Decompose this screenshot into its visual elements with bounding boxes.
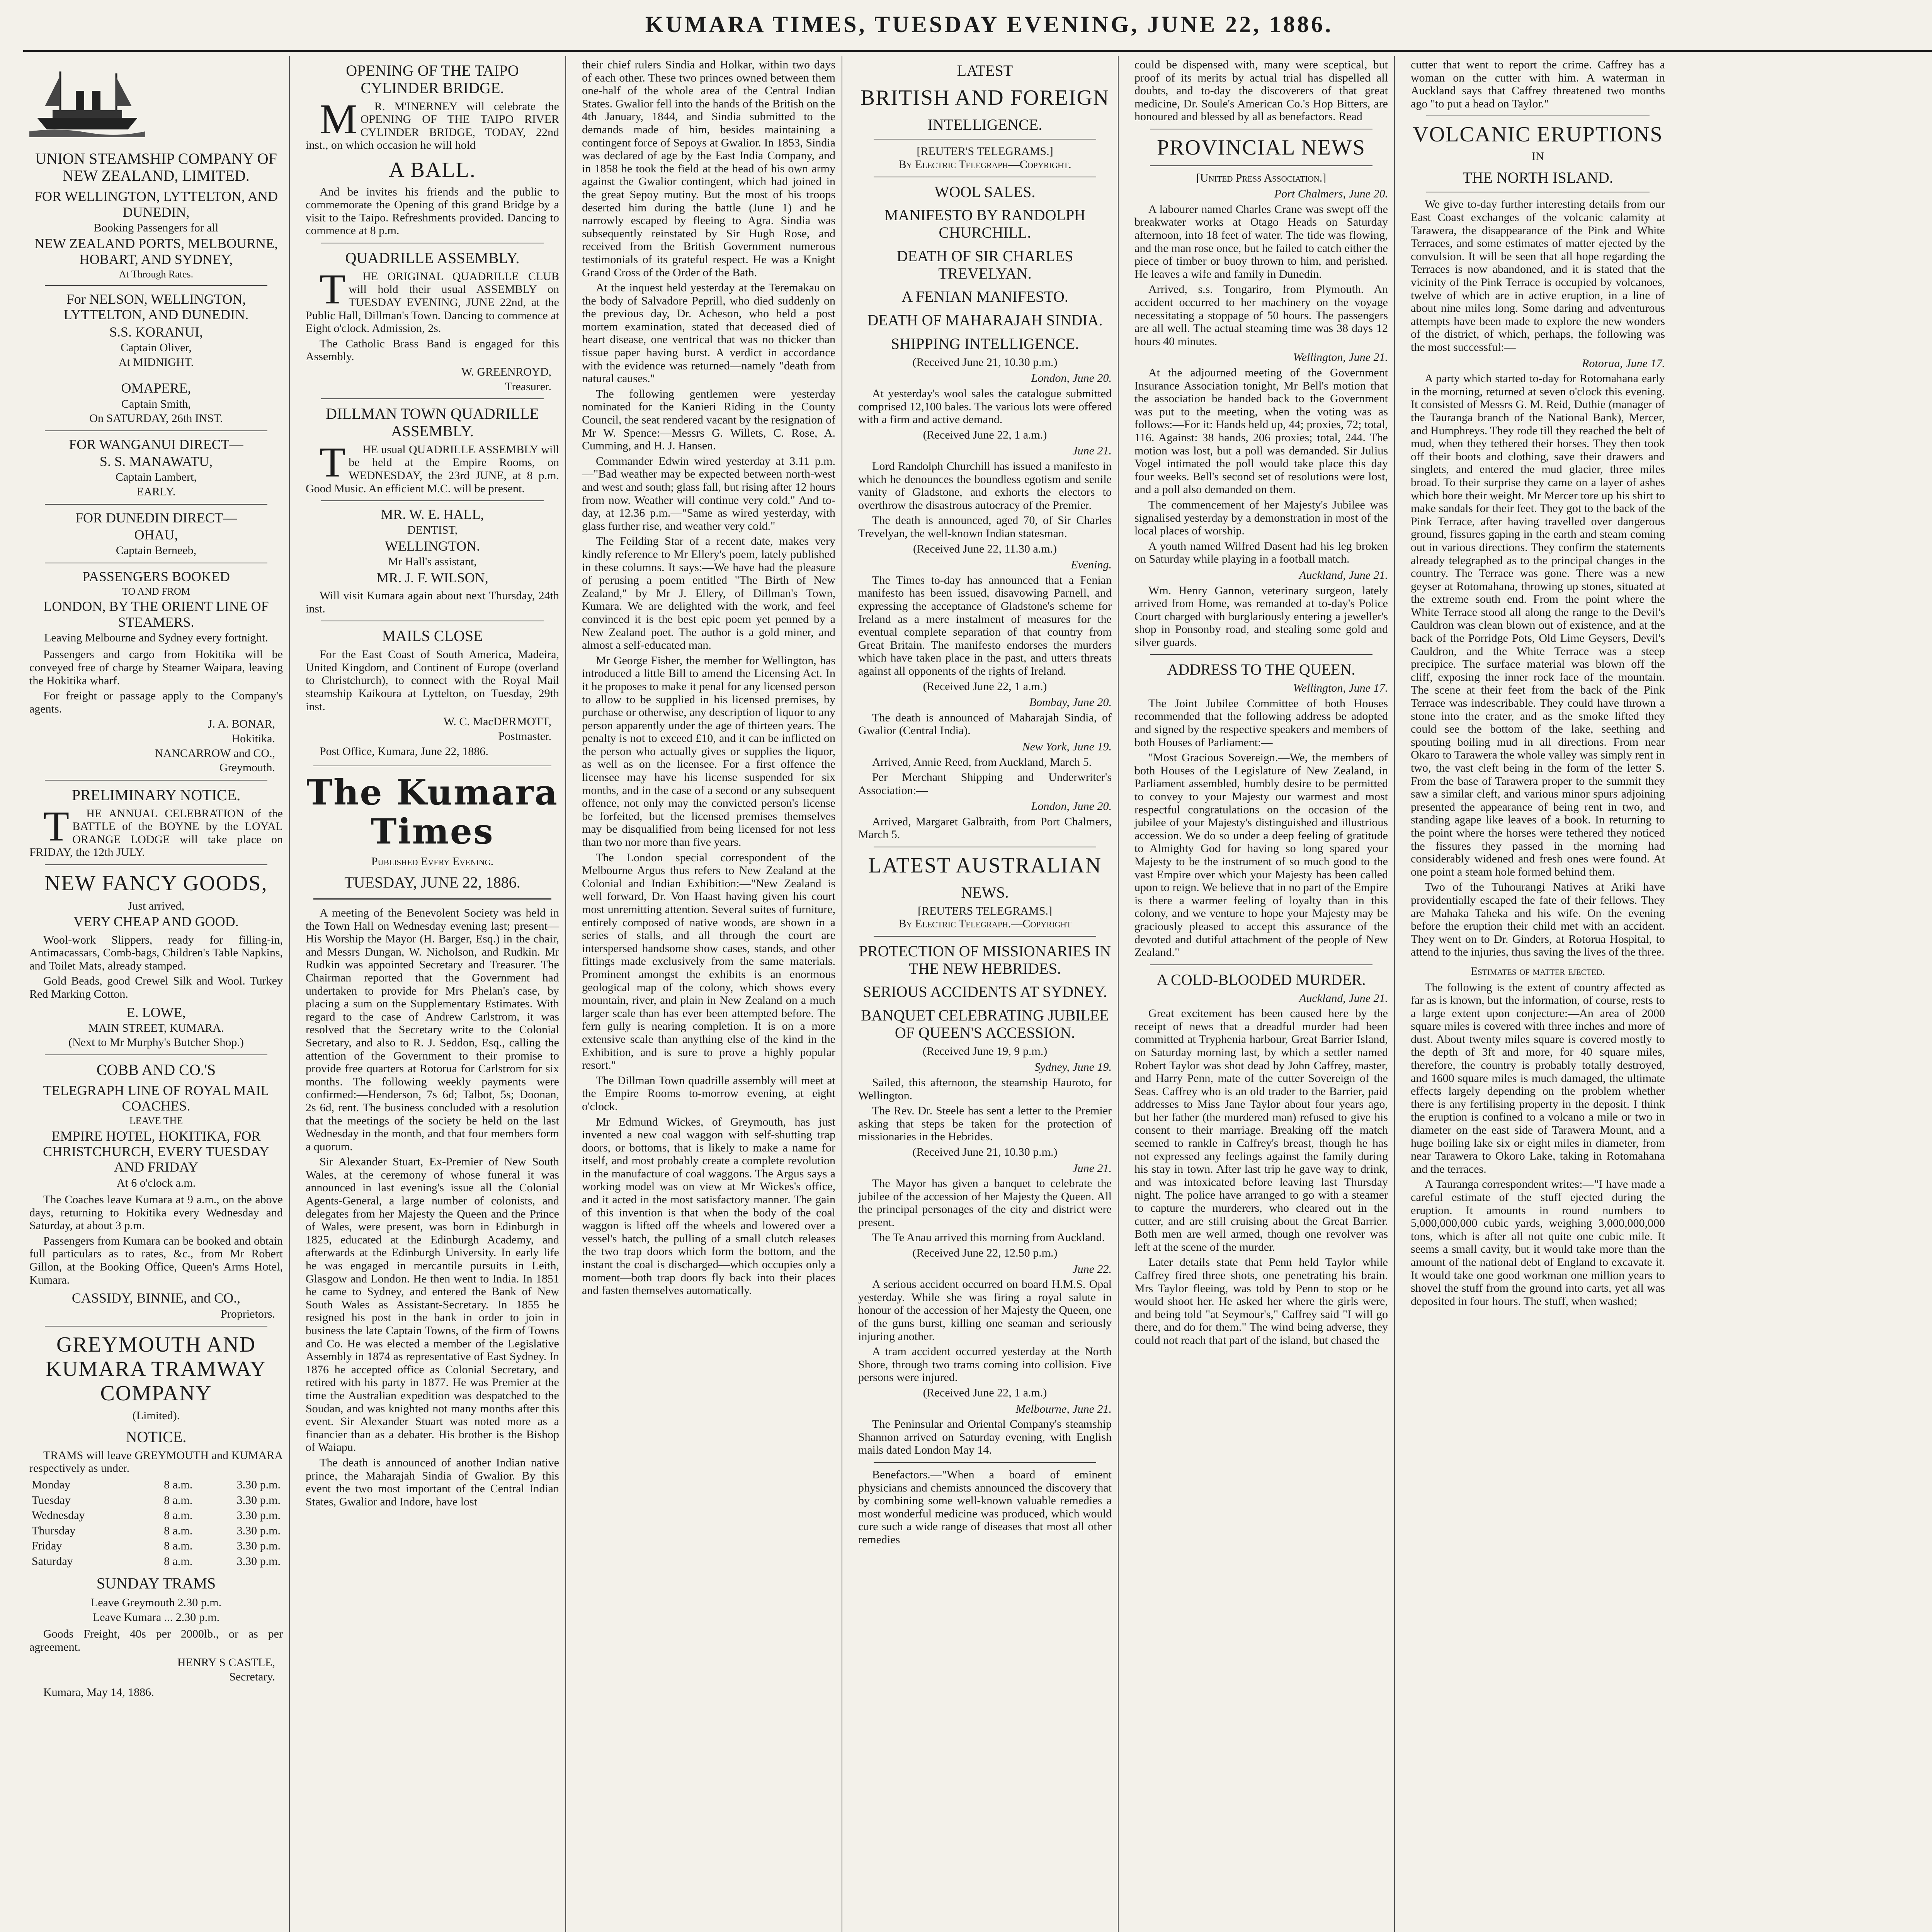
usc-line: At Through Rates. xyxy=(119,269,194,280)
murder-cont: cutter that went to report the crime. Caffrey has a woman on the cutter with him. A waterman in Auckland says that Caffrey threatened two months ago "to put a head on Taylor." xyxy=(1411,58,1665,110)
timetable-row xyxy=(29,1477,283,1493)
usc-title: UNION STEAMSHIP COMPANY OF NEW ZEALAND, LIMITED. xyxy=(35,150,277,185)
passengers-line: PASSENGERS BOOKED xyxy=(82,568,230,584)
article-sindia: The death is announced of another Indian native prince, the Maharajah Sindia of Gwalior. By this event the two most important of the Central Indian States, Gwalior and Indore, have lost xyxy=(306,1456,559,1508)
sunday-head: SUNDAY TRAMS xyxy=(96,1575,216,1592)
mails-sig: W. C. MacDERMOTT, xyxy=(443,715,551,728)
steamship-icon xyxy=(29,64,145,137)
usc-ad xyxy=(29,189,283,280)
timetable-row xyxy=(29,1493,283,1508)
wanganui-line: S. S. MANAWATU, xyxy=(99,454,213,469)
prov-text: A labourer named Charles Crane was swept off the breakwater works at Otago Heads on Saturday afternoon, into 18 feet of water. The tide was flowing, and the man rose once, but he failed to catch either the piece of timber or buoy thrown to him, and perished. He leaves a wife and family in Dunedin. xyxy=(1134,202,1388,281)
article-argus: The London special correspondent of the Melbourne Argus thus refers to New Zealand at the Colonial and Indian Exhibition:—"New Zealand is well forward, Dr. Von Haast having given his court most unremitting attention. Several suites of furniture, entirely composed of native woods, are shown in a series of stalls, and all through the court are interspersed handsome show cases, stands, and other fittings made exclusively from the same materials. Prominent amongst the exhibits is an enormous geological map of the colony, which shows every mountain, river, and plain in New Zealand on a much larger scale than has ever been attempted before. The fern gully is nearing completion. It is on a more extensive scale than anything else of the kind in the Exhibition, and is sure to prove a highly popular resort." xyxy=(582,851,835,1072)
agent: J. A. BONAR, xyxy=(207,718,275,731)
date-line: TUESDAY, JUNE 22, 1886. xyxy=(344,874,520,891)
column-3 xyxy=(576,56,842,1932)
article-quadrille: The Dillman Town quadrille assembly will meet at the Empire Rooms to-morrow evening, at eight o'clock. xyxy=(582,1074,835,1113)
dunedin-line: Captain Berneeb, xyxy=(116,544,197,557)
ball-head: A BALL. xyxy=(389,158,476,182)
bf-subhead: WOOL SALES. xyxy=(934,183,1036,201)
dateline: Auckland, June 21. xyxy=(1299,568,1388,582)
benefactors-text: Benefactors.—"When a board of eminent physicians and chemists announced the discovery that by combining some well-known valuable remedies a most wonderful medicine was produced, which would cure such a wide range of diseases that most all other remedies xyxy=(858,1468,1112,1546)
telegram-text: A serious accident occurred on board H.M.S. Opal yesterday. While she was firing a royal salute in honour of the accession of her Majesty the Queen, one of the guns burst, killing one seaman and seriously injuring another. xyxy=(858,1278,1112,1343)
hall-line: Mr Hall's assistant, xyxy=(388,555,477,568)
tram-sub: (Limited). xyxy=(132,1409,180,1422)
lowe-line: E. LOWE, xyxy=(126,1004,186,1020)
taipo-text: MR. M'INERNEY will celebrate the OPENING OF THE TAIPO RIVER CYLINDER BRIDGE, TODAY, 22nd inst., on which occasion he will hold xyxy=(306,95,559,152)
sunday-line: Leave Greymouth 2.30 p.m. xyxy=(90,1596,222,1609)
hall-line: DENTIST, xyxy=(407,524,458,537)
timetable-day: Saturday xyxy=(32,1554,73,1568)
mails-head: MAILS CLOSE xyxy=(382,627,483,645)
wanganui-ad xyxy=(29,437,283,498)
column-5 xyxy=(1128,56,1395,1932)
hall-ad xyxy=(306,507,559,585)
address-head: ADDRESS TO THE QUEEN. xyxy=(1167,661,1355,679)
agent: Hokitika. xyxy=(231,732,275,745)
nelson-head: For NELSON, WELLINGTON, LYTTELTON, AND DUNEDIN. xyxy=(63,291,249,323)
dateline: Rotorua, June 17. xyxy=(1582,357,1665,370)
telegram-text: The Mayor has given a banquet to celebrate the jubilee of the accession of her Majesty the Queen. All the principal personages of the city and district were present. xyxy=(858,1177,1112,1229)
mails-text: For the East Coast of South America, Madeira, United Kingdom, and Continent of Europe (overland to Christchurch), to connect with the Royal Mail steamship Kaikoura at Lyttelton, on Tuesday, 29th inst. xyxy=(306,648,559,713)
usc-line: FOR WELLINGTON, LYTTELTON, AND DUNEDIN, xyxy=(34,189,278,220)
timetable-day: Friday xyxy=(32,1539,62,1553)
cobb-line: EMPIRE HOTEL, HOKITIKA, FOR CHRISTCHURCH, EVERY TUESDAY AND FRIDAY xyxy=(43,1128,269,1175)
wanganui-line: FOR WANGANUI DIRECT— xyxy=(69,436,243,452)
agent: Greymouth. xyxy=(219,761,275,774)
timetable-row xyxy=(29,1523,283,1539)
prov-text: Arrived, s.s. Tongariro, from Plymouth. An accident occurred to her machinery on the voyage necessitating a stoppage of 50 hours. The passengers are all well. The actual steaming time was 38 days 12 hours 40 minutes. xyxy=(1134,283,1388,348)
benefactors-cont: could be dispensed with, many were sceptical, but proof of its merits by actual trial has dispelled all doubts, and to-day the discoverers of that great medicine, Dr. Soule's American Co.'s Hop Bitters, are honoured and blessed by all as benefactors. Read xyxy=(1134,58,1388,123)
tram-head: GREYMOUTH AND KUMARA TRAMWAY COMPANY xyxy=(46,1333,267,1405)
article-feilding: The Feilding Star of a recent date, makes very kindly reference to Mr Ellery's poem, lately published in these columns. It says:—We have had the pleasure of perusing a poem entitled "The Birth of New Zealand," by Mr J. Ellery, of Dillman's Town, Kumara. We are delighted with the work, and feel convinced it is the best epic poem yet penned by a New Zealand poet. The author is a gold miner, and almost a self-educated man. xyxy=(582,535,835,652)
bf-subhead: DEATH OF MAHARAJAH SINDIA. xyxy=(867,311,1103,329)
fancy-line: VERY CHEAP AND GOOD. xyxy=(73,914,239,930)
koranui-line: At MIDNIGHT. xyxy=(118,355,194,369)
omapere-line: On SATURDAY, 26th INST. xyxy=(89,412,223,425)
quad-text: The Catholic Brass Band is engaged for this Assembly. xyxy=(306,337,559,363)
columns xyxy=(23,56,1932,1932)
timetable-pm: 3.30 p.m. xyxy=(236,1509,281,1522)
article-weather: Commander Edwin wired yesterday at 3.11 p.m.—"Bad weather may be expected between north-west and west and south; glass fall, but rising after 12 hours from now. Weather will continue very cold." And to-day, at 12.36 p.m.—"Same as wired yesterday, with glass further rise, and weather very cold." xyxy=(582,454,835,532)
wanganui-line: EARLY. xyxy=(136,485,176,498)
estimates-head: Estimates of matter ejected. xyxy=(1470,964,1605,978)
cobb-ad xyxy=(29,1083,283,1189)
article-benevolent: A meeting of the Benevolent Society was held in the Town Hall on Wednesday evening last; present—His Worship the Mayor (H. Barger, Esq.) in the chair, and Messrs Dungan, W. Nicholson, and Rudkin. Mr Rudkin was appointed Secretary and Treasurer. The Chairman reported that the Government had undertaken to provide for Mrs Phelan's case, by placing a sum on the Supplementary Estimates. With regard to the case of Andrew Carlstrom, it was resolved that the Secretary write to the Colonial Secretary, and also to R. J. Seddon, Esq., calling the attention of the Government to their promise to provide free quarters at Rotorua for Carlstrom for six months. The following weekly payments were confirmed:—Henderson, 7s 6d; Talbot, 5s; Doonan, 2s 6d, rent. The business concluded with a resolution that the meetings of the society be held on the last Wednesday in the month, and that four members form a quorum. xyxy=(306,906,559,1153)
cobb-text: The Coaches leave Kumara at 9 a.m., on the above days, returning to Hokitika every Wednesday and Saturday, at about 3 p.m. xyxy=(29,1193,283,1232)
dateline: New York, June 19. xyxy=(1022,740,1112,753)
dateline: Wellington, June 17. xyxy=(1293,682,1388,695)
dateline: London, June 20. xyxy=(1031,800,1112,813)
article-stuart: Sir Alexander Stuart, Ex-Premier of New South Wales, at the ceremony of whose funeral it was announced in last evening's issue all the Colonial Agents-General, a large number of colonists, and delegates from her Majesty the Queen and the Prince of Wales, were present, was born in Edinburgh in 1825, educated at the Edinburgh Academy, and afterwards at the Edinburgh University. In early life he was engaged in mercantile pursuits in Leith, Glasgow and London. He then went to India. In 1851 he came to Sydney, and entered the Bank of New South Wales as Assistant-Secretary. In 1855 he resigned his post in the bank in order to join in business the late Captain Towns, of the firm of Towns and Co. He was elected a member of the Legislative Assembly in 1874 as representative of East Sydney. In 1876 he accepted office as Colonial Secretary, and retired with his party in 1877. He was Premier at the time the Australian expedition was despatched to the Soudan, and was knighted not many months after this event. Sir Alexander Stuart was noted more as a financier than as a debater. His brother is the Bishop of Waiapu. xyxy=(306,1155,559,1454)
murder-text: Later details state that Penn held Taylor while Caffrey fired three shots, one penetrating his brain. Mrs Taylor fleeing, was told by Penn to stop or he would shoot her. He asked her where the girls were, and being told "at Seymour's," Caffrey said "I will go there, and do for them." The wind being adverse, they could not reach that part of the island, but chased the xyxy=(1134,1256,1388,1347)
timetable-am: 8 a.m. xyxy=(164,1509,193,1522)
telegram-text: Lord Randolph Churchill has issued a manifesto in which he denounces the boundless egotism and senile vanity of Gladstone, and exhorts the electors to overthrow the disastrous autocracy of the Premier. xyxy=(858,460,1112,512)
cargo-text: Passengers and cargo from Hokitika will be conveyed free of charge by Steamer Waipara, leaving the Hokitika wharf. xyxy=(29,648,283,687)
omapere-line: OMAPERE, xyxy=(121,380,191,396)
bf-subhead: A FENIAN MANIFESTO. xyxy=(901,288,1068,306)
telegram-text: Arrived, Margaret Galbraith, from Port Chalmers, March 5. xyxy=(858,815,1112,841)
agent: NANCARROW and CO., xyxy=(155,747,275,760)
prelim-head: PRELIMINARY NOTICE. xyxy=(71,786,241,804)
dateline: June 21. xyxy=(1072,1162,1112,1175)
published-line: Published Every Evening. xyxy=(371,855,494,868)
dill-text: THE usual QUADRILLE ASSEMBLY will be held at the Empire Rooms, on WEDNESDAY, the 23rd JUNE, at 8 p.m. Good Music. An efficient M.C. will be present. xyxy=(306,438,559,495)
dunedin-line: FOR DUNEDIN DIRECT— xyxy=(75,510,237,526)
column-4 xyxy=(852,56,1119,1932)
address-text: The Joint Jubilee Committee of both Houses recommended that the following address be adopted and signed by the respective speakers and members of both Houses of Parliament:— xyxy=(1134,697,1388,749)
mails-sig: Postmaster. xyxy=(498,730,551,743)
cobb-head: COBB AND CO.'S xyxy=(96,1061,216,1079)
quad-text: THE ORIGINAL QUADRILLE CLUB will hold their usual ASSEMBLY on TUESDAY EVENING, JUNE 22nd, at the Public Hall, Dillman's Town. Dancing to commence at Eight o'clock. Admission, 2s. xyxy=(306,265,559,335)
la-subhead: BANQUET CELEBRATING JUBILEE OF QUEEN'S ACCESSION. xyxy=(861,1007,1109,1041)
prov-text: The commencement of her Majesty's Jubilee was signalised yesterday by a demonstration in most of the local places of worship. xyxy=(1134,498,1388,537)
timetable-pm: 3.30 p.m. xyxy=(236,1478,281,1491)
usc-line: Booking Passengers for all xyxy=(94,221,219,234)
volcanic-text: We give to-day further interesting details from our East Coast exchanges of the volcanic calamity at Tarawera, the disappearance of the Pink and White Terraces, and some estimates of matter ejected by the convulsion. It will be seen that all hope regarding the Terraces is now abandoned, and it is stated that the vicinity of the Pink Terrace is occupied by volcanoes, twelve of which are in active eruption, in a line of about nine miles long. Some daring and adventurous attempts have been made to explore the new wonders of the district, of which, perhaps, the following was the most successful:— xyxy=(1411,198,1665,354)
la-subhead: SERIOUS ACCIDENTS AT SYDNEY. xyxy=(863,983,1107,1001)
dateline: Bombay, June 20. xyxy=(1029,696,1112,709)
telegram-text: Per Merchant Shipping and Underwriter's Association:— xyxy=(858,771,1112,797)
prov-text: At the adjourned meeting of the Government Insurance Association tonight, Mr Bell's motion that the association be handed back to the Government was put to the meeting, when the voting was as follows:—For it: Hands held up, 44; proxies, 72; total, 116. Against: 38 hands, 206 proxies; total, 244. The motion was lost, but a poll was demanded. Sir Julius Vogel intimated the poll would take place this day four weeks. Bell's second set of resolutions were lost, and a poll also demanded on them. xyxy=(1134,366,1388,496)
article-kanieri: The following gentlemen were yesterday nominated for the Kanieri Riding in the County Council, the seat rendered vacant by the resignation of Mr W. Spence:—Messrs G. Willets, C. Rose, A. Cumming, and H. J. Hansen. xyxy=(582,387,835,452)
freight-text: For freight or passage apply to the Company's agents. xyxy=(29,689,283,715)
timetable-row xyxy=(29,1554,283,1569)
cobb-line: TELEGRAPH LINE OF ROYAL MAIL COACHES. xyxy=(43,1082,269,1114)
cassidy-ad xyxy=(29,1290,283,1320)
latest-head: LATEST xyxy=(957,62,1013,79)
received-line: (Received June 22, 1 a.m.) xyxy=(923,428,1047,441)
quad-sig: Treasurer. xyxy=(505,380,551,393)
timetable-day: Thursday xyxy=(32,1524,76,1537)
cassidy-line: Proprietors. xyxy=(221,1307,275,1320)
castle-sig: Secretary. xyxy=(229,1670,275,1684)
article-inquest: At the inquest held yesterday at the Teremakau on the body of Salvadore Peprill, who died suddenly on the previous day, Dr. Acheson, who held a post mortem examination, stated that deceased died of heart disease, one ventrical that was no thicker than tissue paper having burst. A verdict in accordance with the evidence was returned—namely "death from natural causes." xyxy=(582,281,835,385)
article-sindia-cont: their chief rulers Sindia and Holkar, within two days of each other. These two princes owned between them one-half of the whole area of the Central Indian States. Gwalior fell into the hands of the British on the 4th January, 1844, and Sindia submitted to the demands made of him, besides maintaining a contingent force of Sepoys at Gwalior. In 1853, Sindia was declared of age by the East India Company, and in 1858 he took the field at the head of his own army against the Gwalior contingent, which had joined in the great Sepoy mutiny. But the most of his troops deserted him during the battle (June 1) and he narrowly escaped by fleeing to Agra. Sindia was subsequently reinstated by Sir Hugh Rose, and received from the British Government numerous testimonials of its grateful respect. He was a Knight Grand Cross of the Order of the Bath. xyxy=(582,58,835,279)
notice-head: NOTICE. xyxy=(126,1428,187,1446)
hall-line: MR. J. F. WILSON, xyxy=(376,570,488,585)
reuter-line: [REUTER'S TELEGRAMS.] xyxy=(917,145,1053,158)
north-head: THE NORTH ISLAND. xyxy=(1463,168,1613,186)
timetable-row xyxy=(29,1538,283,1554)
timetable-day: Monday xyxy=(32,1478,70,1491)
fancy-head: NEW FANCY GOODS, xyxy=(44,871,268,895)
byline: By Electric Telegraph.—Copyright xyxy=(898,917,1071,930)
telegram-text: The death is announced of Maharajah Sindia, of Gwalior (Central India). xyxy=(858,711,1112,737)
omapere-line: Captain Smith, xyxy=(121,397,191,410)
lowe-line: (Next to Mr Murphy's Butcher Shop.) xyxy=(68,1036,244,1049)
fancy-text: Wool-work Slippers, ready for filling-in, Antimacassars, Comb-bags, Children's Table Napkins, and Toilet Mats, already stamped. xyxy=(29,933,283,972)
passengers-line: Leaving Melbourne and Sydney every fortnight. xyxy=(44,631,268,644)
cobb-line: At 6 o'clock a.m. xyxy=(116,1176,196,1189)
column-2 xyxy=(299,56,566,1932)
dateline: Sydney, June 19. xyxy=(1034,1061,1112,1074)
timetable-pm: 3.30 p.m. xyxy=(236,1493,281,1507)
volcanic-in: IN xyxy=(1532,150,1544,163)
article-wickes: Mr Edmund Wickes, of Greymouth, has just invented a new coal waggon with self-shutting trap doors, or bottoms, that is likely to make a name for itself, and most probably create a complete revolution in the manufacture of coal waggons. The Argus says a working model was on view at Mr Wickes's office, and it acted in the most satisfactory manner. The gain of this invention is that when the body of the coal waggon is lifted off the wheels and lowered over a vessel's hatch, the pulling of a small clutch releases the two trap doors which form the bottom, and the instant the coal is discharged—which occupies only a moment—both trap doors fly back into their places and fasten themselves automatically. xyxy=(582,1115,835,1297)
timetable-day: Wednesday xyxy=(32,1509,85,1522)
received-line: (Received June 21, 10.30 p.m.) xyxy=(912,1145,1058,1158)
timetable-pm: 3.30 p.m. xyxy=(236,1539,281,1553)
dunedin-ad xyxy=(29,510,283,557)
masthead: KUMARA TIMES, TUESDAY EVENING, JUNE 22, 1886. xyxy=(23,12,1932,52)
upa-line: [United Press Association.] xyxy=(1196,171,1327,184)
castle-sig: HENRY S CASTLE, xyxy=(177,1656,275,1669)
timetable-am: 8 a.m. xyxy=(164,1493,193,1507)
news-head: NEWS. xyxy=(961,883,1009,901)
dunedin-line: OHAU, xyxy=(134,527,178,543)
received-line: (Received June 21, 10.30 p.m.) xyxy=(912,355,1058,369)
taipo-head: OPENING OF THE TAIPO CYLINDER BRIDGE. xyxy=(346,62,519,97)
dateline: London, June 20. xyxy=(1031,372,1112,385)
murder-head: A COLD-BLOODED MURDER. xyxy=(1156,971,1366,988)
dateline: June 21. xyxy=(1072,444,1112,457)
received-line: (Received June 22, 1 a.m.) xyxy=(923,1386,1047,1399)
provincial-head: PROVINCIAL NEWS xyxy=(1157,135,1366,160)
telegram-text: The Rev. Dr. Steele has sent a letter to the Premier asking that steps be taken for the protection of missionaries in the Hebrides. xyxy=(858,1104,1112,1143)
la-head: LATEST AUSTRALIAN xyxy=(868,854,1102,878)
column-1 xyxy=(23,56,290,1932)
timetable-row xyxy=(29,1508,283,1523)
castle-date: Kumara, May 14, 1886. xyxy=(43,1685,154,1699)
timetable-am: 8 a.m. xyxy=(164,1478,193,1491)
cassidy-line: CASSIDY, BINNIE, and CO., xyxy=(71,1290,241,1306)
dateline: Port Chalmers, June 20. xyxy=(1274,187,1388,201)
received-line: (Received June 22, 12.50 p.m.) xyxy=(912,1247,1058,1260)
sunday-line: Leave Kumara ... 2.30 p.m. xyxy=(92,1611,220,1624)
timetable-am: 8 a.m. xyxy=(164,1554,193,1568)
prelim-text: THE ANNUAL CELEBRATION of the BATTLE of the BOYNE by the LOYAL ORANGE LODGE will take place on FRIDAY, the 12th JULY. xyxy=(29,802,283,859)
fancy-ad xyxy=(29,900,283,930)
telegram-text: The death is announced, aged 70, of Sir Charles Trevelyan, the well-known Indian statesman. xyxy=(858,514,1112,540)
hall-line: WELLINGTON. xyxy=(384,538,480,554)
prov-text: Wm. Henry Gannon, veterinary surgeon, lately arrived from Home, was remanded at to-day's Police Court charged with burglariously entering a jeweller's shop in Ponsonby road, and stealing some gold and silver guards. xyxy=(1134,584,1388,649)
sunday-ad xyxy=(29,1596,283,1624)
murder-text: Great excitement has been caused here by the receipt of news that a dreadful murder had been committed at Tryphenia harbour, Great Barrier Island, on Saturday morning last, by which a settler named Robert Taylor was shot dead by John Caffrey, master, and Harry Penn, mate of the cutter Sovereign of the Seas. Caffrey who is an old trader to the Barrier, paid addresses to Miss Jane Taylor about four years ago, but her father (the murdered man) refused to give his consent to their marriage. Breaking off the match seemed to rankle in Caffrey's breast, though he has not expressed any feelings against the family during his stay in town. After last trip he gave way to drink, and was intoxicated before leaving last Thursday night. The police have arranged to go with a steamer to capture the murderers, who cleared out in the cutter, and are still cruising about the Great Barrier. Both men are well armed, though one revolver was left at the scene of the murder. xyxy=(1134,1007,1388,1253)
fancy-text: Gold Beads, good Crewel Silk and Wool. Turkey Red Marking Cotton. xyxy=(29,975,283,1000)
mails-date: Post Office, Kumara, June 22, 1886. xyxy=(320,745,488,758)
volcanic-text: Two of the Tuhourangi Natives at Ariki have providentially escaped the fate of their fellows. They are Mahaka Taheka and his wife. On the evening before the eruption their child met with an accident. They went on to Dr. Ginders, at Rotorua Hospital, to attend to the injuries, thus saving the lives of the three. xyxy=(1411,881,1665,959)
volcanic-text: A party which started to-day for Rotomahana early in the morning, returned at seven o'clock this evening. It consisted of Messrs G. M. Reid, Duthie (manager of the Tauranga branch of the National Bank), Mercer, and Humphreys. They rode till they reached the belt of mud, when they tethered their horses. They then took off their boots and clothing, save their drawers and singlets, and entered the mud glacier, three miles broad. To their surprise they came on a layer of ashes which bore their weight. Mr Mercer tore up his shirt to make sandals for their feet. They got to the back of the Pink Terrace, after having travelled over dangerous ground, fissures gaping in the earth and steam coming out in various directions. They confirm the statements already telegraphed as to the principal changes in the country. The Terrace was gone. There was a new geyser at Rotomahana, throwing up stones, situated at the extreme south end. From the point where the White Terrace stood all along the range to the Devil's Cauldron was clean blown out of existence, and at the back of the Porridge Pots, Old Lime Geysers, Devil's Cauldron, and the White Terrace was a steep precipice. The surface material was blown off the cliff, exposing the inner rock face of the mountain. The scene at their feet from the back of the Pink Terrace was indescribable. They could have thrown a stone into the crater, and as the smoke lifted they could see the bottom of the lake, seething and spouting boiling mud in all directions. From near Okaro to Tarawera the whole valley was simply rent in two, the vast cleft being in the form of the letter S. From the base of Tarawera proper to the summit they saw a similar cleft, and various minor spurs adjoining presented the appearance of being rent in two, and standing agape like leaves of a book. In returning to the point where the horses were tethered they noticed the fissures they passed in the morning had considerably widened and fresh ones were found. At one point a steam hole formed behind them. xyxy=(1411,372,1665,878)
reuter-line: [REUTERS TELEGRAMS.] xyxy=(918,904,1052,917)
lowe-line: MAIN STREET, KUMARA. xyxy=(88,1021,224,1034)
telegram-text: Sailed, this afternoon, the steamship Hauroto, for Wellington. xyxy=(858,1076,1112,1102)
volcanic-head: VOLCANIC ERUPTIONS xyxy=(1413,122,1663,147)
timetable-am: 8 a.m. xyxy=(164,1539,193,1553)
passengers-line: TO AND FROM xyxy=(122,586,190,597)
intel-head: INTELLIGENCE. xyxy=(927,116,1043,133)
lowe-ad xyxy=(29,1005,283,1049)
telegram-text: Arrived, Annie Reed, from Auckland, March 5. xyxy=(872,755,1092,769)
wanganui-line: Captain Lambert, xyxy=(116,471,197,484)
passengers-line: LONDON, BY THE ORIENT LINE OF STEAMERS. xyxy=(43,599,269,630)
paper-title: The Kumara Times xyxy=(306,772,558,852)
bf-subhead: DEATH OF SIR CHARLES TREVELYAN. xyxy=(896,247,1073,282)
received-line: (Received June 19, 9 p.m.) xyxy=(922,1044,1048,1058)
volcanic-text: A Tauranga correspondent writes:—"I have made a careful estimate of the stuff ejected during the eruption. It amounts in round numbers to 5,000,000,000 cubic yards, weighing 3,000,000,000 tons, which is after all not quite one cubic mile. It seems a small cavity, but it would take more than the amount of the national debt of England to excavate it. It would take one good workman one million years to shovel the stuff from the ground into carts, yet all was deposited in four hours. The stuff, when washed; xyxy=(1411,1178,1665,1308)
received-line: (Received June 22, 1 a.m.) xyxy=(923,680,1047,693)
passengers-ad xyxy=(29,569,283,645)
dateline: Evening. xyxy=(1071,558,1112,571)
dateline: Auckland, June 21. xyxy=(1299,992,1388,1005)
bf-head: BRITISH AND FOREIGN xyxy=(860,85,1110,110)
telegram-text: A tram accident occurred yesterday at the North Shore, through two trams coming into collision. Five persons were injured. xyxy=(858,1345,1112,1384)
dateline: Melbourne, June 21. xyxy=(1015,1402,1112,1415)
received-line: (Received June 22, 11.30 a.m.) xyxy=(913,542,1057,555)
volcanic-text: The following is the extent of country affected as far as is known, but the information, of course, rests to a large extent upon conjecture:—An area of 2000 square miles is covered with three inches and more of dust. About twenty miles square is covered mostly to the depth of 3ft and more, for 40 square miles, therefore, the country is probably totally destroyed, and 1600 square miles is much damaged, the ultimate effects largely depending on the problem whether there is any fertilising property in the deposit. I think the eruption is confined to a volcano a mile or two in diameter on the east side of Tarawera Mount, and a huge boiling lake six or eight miles in diameter, from near Tarawera to Okoro Lake, taking in Rotomahana and the terraces. xyxy=(1411,981,1665,1175)
fancy-line: Just arrived, xyxy=(128,899,185,912)
quad-head: QUADRILLE ASSEMBLY. xyxy=(345,249,520,267)
column-6 xyxy=(1405,56,1671,1932)
quad-sig: W. GREENROYD, xyxy=(461,366,551,379)
dateline: Wellington, June 21. xyxy=(1293,351,1388,364)
telegram-text: The Peninsular and Oriental Company's steamship Shannon arrived on Saturday evening, with English mails dated London May 14. xyxy=(858,1418,1112,1457)
article-fisher: Mr George Fisher, the member for Wellington, has introduced a little Bill to amend the Licensing Act. In it he proposes to make it penal for any licensed person to allow to be supplied in his licensed premises, by purchase or otherwise, any description of liquor to any person apparently under the age of thirteen years. The penalty is not to exceed £10, and it can be inflicted on the person who actually gives or supplies the liquor, as well as on the licensee. For a first offence the licensee may have his license suspended for six months, and in the case of a second or any subsequent offence, not only may the convicted person's license be forfeited, but the licensed premises themselves may be disqualified from being licensed for not less than two nor more than five years. xyxy=(582,654,835,849)
tram-text: TRAMS will leave GREYMOUTH and KUMARA respectively as under. xyxy=(29,1449,283,1475)
telegram-text: The Te Anau arrived this morning from Auckland. xyxy=(872,1231,1105,1244)
timetable-day: Tuesday xyxy=(32,1493,71,1507)
byline: By Electric Telegraph—Copyright. xyxy=(898,158,1071,171)
cobb-line: LEAVE THE xyxy=(129,1115,183,1127)
prov-text: A youth named Wilfred Dasent had his leg broken on Saturday while playing in a football match. xyxy=(1134,539,1388,566)
dill-head: DILLMAN TOWN QUADRILLE ASSEMBLY. xyxy=(326,405,539,440)
la-subhead: PROTECTION OF MISSIONARIES IN THE NEW HEBRIDES. xyxy=(859,942,1111,977)
hall-line: MR. W. E. HALL, xyxy=(381,507,484,522)
bf-subhead: MANIFESTO BY RANDOLPH CHURCHILL. xyxy=(884,206,1086,242)
tram-timetable xyxy=(29,1477,283,1569)
cobb-text: Passengers from Kumara can be booked and obtain full particulars as to rates, &c., from Mr Robert Gillon, at the Booking Office, Queen's Arms Hotel, Kumara. xyxy=(29,1234,283,1286)
bf-subhead: SHIPPING INTELLIGENCE. xyxy=(891,335,1079,353)
hall-text: Will visit Kumara again about next Thursday, 24th inst. xyxy=(306,589,559,615)
ball-text: And be invites his friends and the public to commemorate the Opening of this grand Bridge by a visit to the Taipo. Refreshments provided. Dancing to commence at 8 p.m. xyxy=(306,185,559,237)
timetable-pm: 3.30 p.m. xyxy=(236,1554,281,1568)
dateline: June 22. xyxy=(1072,1262,1112,1276)
koranui-line: Captain Oliver, xyxy=(121,341,192,354)
address-text: "Most Gracious Sovereign.—We, the members of both Houses of the Legislature of New Zealand, in Parliament assembled, humbly desire to be permitted to convey to your Majesty our warmest and most respectful congratulations on the occasion of the jubilee of your Majesty's distinguished and illustrious accession. We do so under a deep feeling of gratitude to Almighty God for having so long spared your Majesty to be the instrument of so much good to the vast Empire over which your Majesty has been called upon to reign. We believe that in no part of the Empire is there a warmer feeling of loyalty than in this colony, and we venture to hope your Majesty may be graciously pleased to accept this assurance of the devoted and dutiful attachment of the people of New Zealand." xyxy=(1134,751,1388,959)
nelson-ad xyxy=(29,291,283,425)
goods-text: Goods Freight, 40s per 2000lb., or as per agreement. xyxy=(29,1628,283,1654)
timetable-pm: 3.30 p.m. xyxy=(236,1524,281,1537)
usc-line: NEW ZEALAND PORTS, MELBOURNE, HOBART, AND SYDNEY, xyxy=(34,236,278,267)
koranui-line: S.S. KORANUI, xyxy=(109,324,203,340)
telegram-text: The Times to-day has announced that a Fenian manifesto has been issued, disavowing Parnell, and expressing the acceptance of Gladstone's scheme for Ireland as a mere instalment of measures for the eventual complete separation of that country from Great Britain. The manifesto endorses the murders which have taken place in the past, and utters threats against all opponents of the rights of Ireland. xyxy=(858,573,1112,677)
timetable-am: 8 a.m. xyxy=(164,1524,193,1537)
telegram-text: At yesterday's wool sales the catalogue submitted comprised 12,100 bales. The various lots were offered with a firm and active demand. xyxy=(858,387,1112,426)
